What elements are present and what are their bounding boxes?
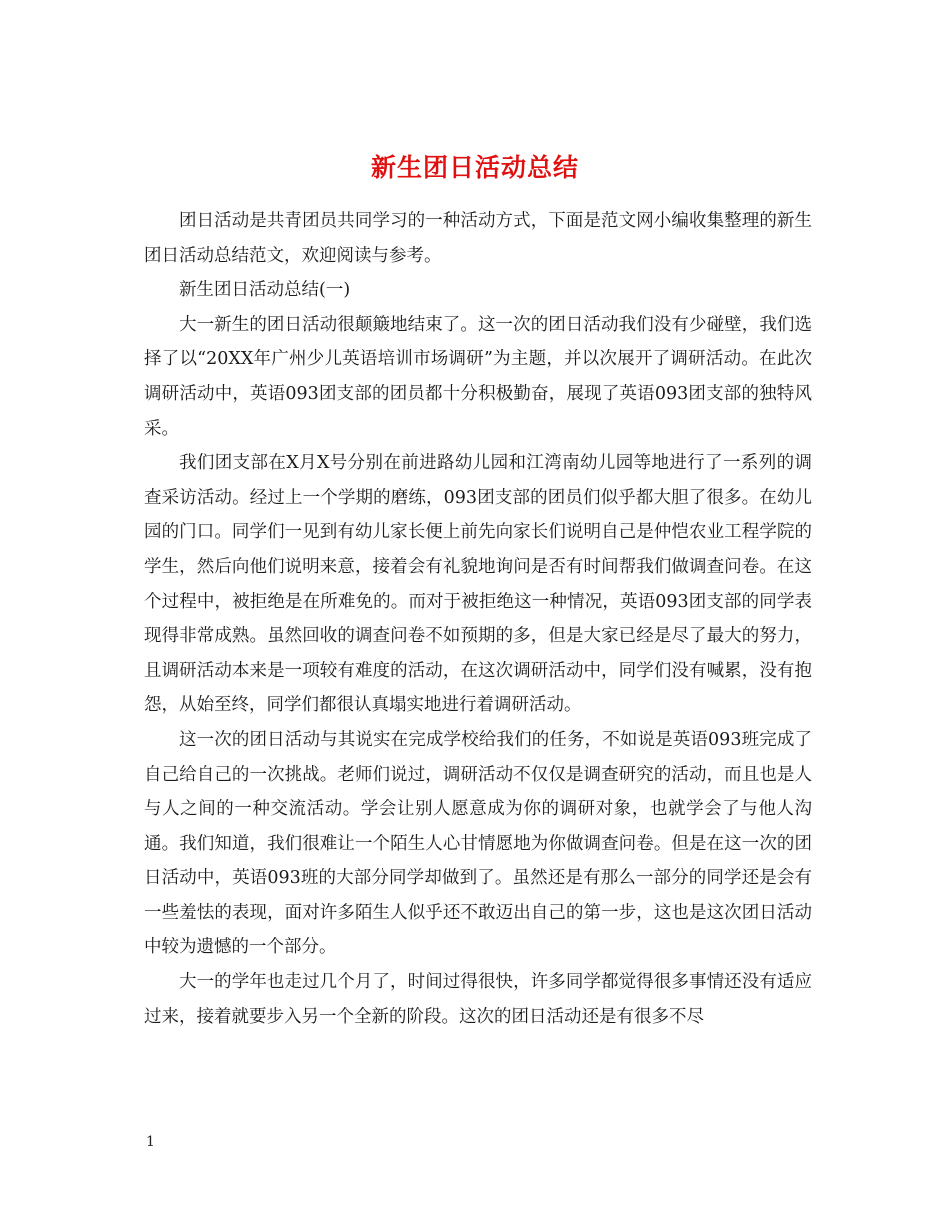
document-body xyxy=(144,204,812,1034)
body-paragraph: 这一次的团日活动与其说实在完成学校给我们的任务，不如说是英语093班完成了自己给自己的一次挑战。老师们说过，调研活动不仅仅是调查研究的活动，而且也是人与人之间的一种交流活动。学会让别人愿意成为你的调研对象，也就学会了与他人沟通。我们知道，我们很难让一个陌生人心甘情愿地为你做调查问卷。但是在这一次的团日活动中，英语093班的大部分同学却做到了。虽然还是有那么一部分的同学还是会有一些羞怯的表现，面对许多陌生人似乎还不敢迈出自己的第一步，这也是这次团日活动中较为遗憾的一个部分。 xyxy=(144,729,812,958)
section-heading: 新生团日活动总结(一) xyxy=(179,280,351,301)
intro-paragraph: 团日活动是共青团员共同学习的一种活动方式，下面是范文网小编收集整理的新生团日活动总结范文，欢迎阅读与参考。 xyxy=(144,211,812,266)
body-paragraph: 我们团支部在X月X号分别在前进路幼儿园和江湾南幼儿园等地进行了一系列的调查采访活动。经过上一个学期的磨练，093团支部的团员们似乎都大胆了很多。在幼儿园的门口。同学们一见到有幼儿家长便上前先向家长们说明自己是仲恺农业工程学院的学生，然后向他们说明来意，接着会有礼貌地询问是否有时间帮我们做调查问卷。在这个过程中，被拒绝是在所难免的。而对于被拒绝这一种情况，英语093团支部的同学表现得非常成熟。虽然回收的调查问卷不如预期的多，但是大家已经是尽了最大的努力，且调研活动本来是一项较有难度的活动，在这次调研活动中，同学们没有喊累，没有抱怨，从始至终，同学们都很认真塌实地进行着调研活动。 xyxy=(144,453,812,716)
body-paragraph: 大一新生的团日活动很颠簸地结束了。这一次的团日活动我们没有少碰壁，我们选择了以“20XX年广州少儿英语培训市场调研”为主题，并以次展开了调研活动。在此次调研活动中，英语093团支部的团员都十分积极勤奋，展现了英语093团支部的独特风采。 xyxy=(144,314,812,439)
document-title: 新生团日活动总结 xyxy=(370,152,579,182)
body-paragraph: 大一的学年也走过几个月了，时间过得很快，许多同学都觉得很多事情还没有适应过来，接着就要步入另一个全新的阶段。这次的团日活动还是有很多不尽 xyxy=(144,972,812,1027)
page-number: 1 xyxy=(146,1134,155,1150)
